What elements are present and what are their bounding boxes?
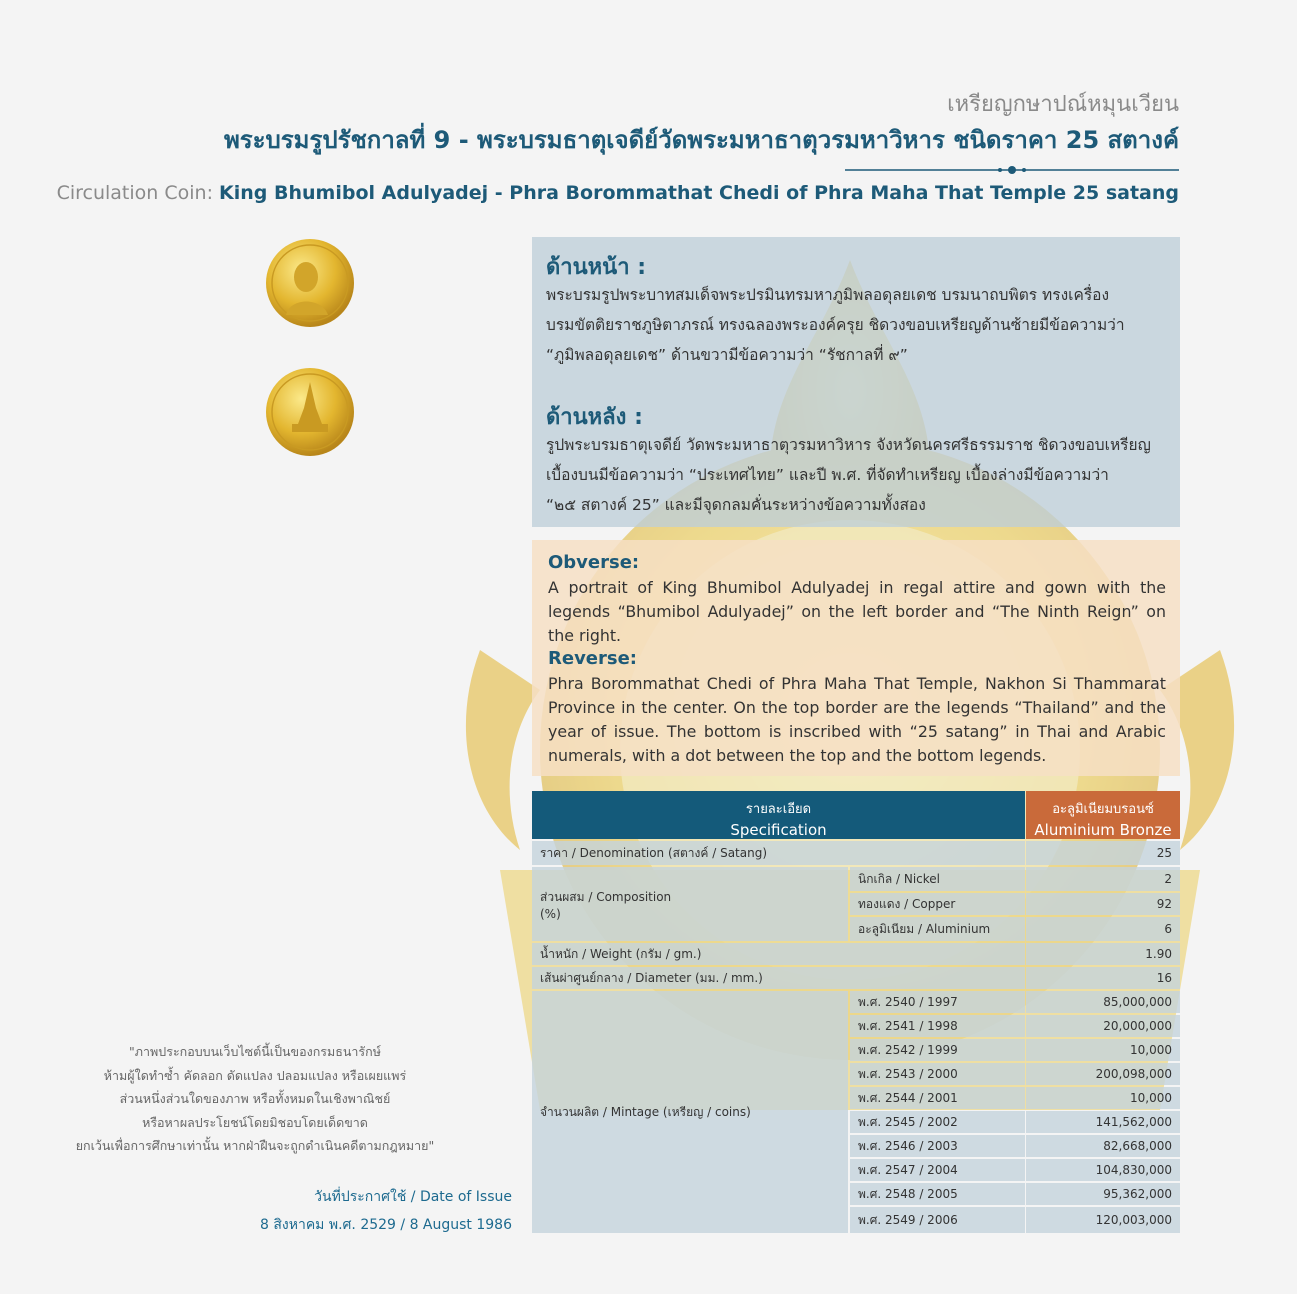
weight-value: 1.90 [1026,943,1180,965]
composition-aluminium-value: 6 [1026,917,1180,941]
date-of-issue-value: 8 สิงหาคม พ.ศ. 2529 / 8 August 1986 [259,1217,512,1233]
obverse-coin-image [264,237,356,329]
mintage-year: พ.ศ. 2546 / 2003 [850,1135,1025,1157]
date-of-issue-label: วันที่ประกาศใช้ / Date of Issue [314,1189,512,1205]
mintage-value: 82,668,000 [1026,1135,1180,1157]
material-header-english: Aluminium Bronze [1034,821,1172,839]
copyright-disclaimer [40,1040,470,1158]
mintage-year: พ.ศ. 2542 / 1999 [850,1039,1025,1061]
thai-reverse-line: รูปพระบรมธาตุเจดีย์ วัดพระมหาธาตุวรมหาวิหาร จังหวัดนครศรีธรรมราช ชิดวงขอบเหรียญ [546,436,1151,454]
spec-header-thai: รายละเอียด [745,802,812,817]
diameter-label: เส้นผ่าศูนย์กลาง / Diameter (มม. / mm.) [532,967,1025,989]
thai-reverse-line: “๒๕ สตางค์ 25” และมีจุดกลมคั่นระหว่างข้อความทั้งสอง [546,496,926,514]
material-header-thai: อะลูมิเนียมบรอนซ์ [1052,802,1154,817]
obverse-heading: Obverse: [548,552,640,573]
mintage-value: 85,000,000 [1026,991,1180,1013]
thai-obverse-text [546,280,1166,370]
spec-header-english: Specification [730,821,827,839]
composition-copper-label: ทองแดง / Copper [850,893,1025,915]
title-ornament [845,162,1179,178]
denomination-value: 25 [1026,841,1180,865]
weight-label: น้ำหนัก / Weight (กรัม / gm.) [532,943,1025,965]
thai-obverse-heading: ด้านหน้า : [546,255,647,280]
mintage-value: 95,362,000 [1026,1183,1180,1205]
thai-obverse-line: “ภูมิพลอดุลยเดช” ด้านขวามีข้อความว่า “รัชกาลที่ ๙” [546,346,908,364]
mintage-year: พ.ศ. 2549 / 2006 [850,1207,1025,1233]
mintage-value: 120,003,000 [1026,1207,1180,1233]
composition-label-line: ส่วนผสม / Composition [540,889,672,904]
thai-reverse-text [546,430,1166,520]
mintage-value: 200,098,000 [1026,1063,1180,1085]
thai-obverse-line: พระบรมรูปพระบาทสมเด็จพระปรมินทรมหาภูมิพลอดุลยเดช บรมนาถบพิตร ทรงเครื่อง [546,286,1110,304]
mintage-value: 104,830,000 [1026,1159,1180,1181]
reverse-text: Phra Borommathat Chedi of Phra Maha That Temple, Nakhon Si Thammarat Province in the center. On the top border are the legends “Thailand” and the year of issue. The bottom is inscribed with “25 satang” in Thai and Arabic numerals, with a dot between the top and the bottom legends. [548,674,1166,765]
material-header [1026,791,1180,839]
disclaimer-line: หรือหาผลประโยชน์โดยมิชอบโดยเด็ดขาด [142,1114,368,1130]
composition-label-line: (%) [540,906,561,921]
thai-description-box [532,237,1180,527]
title-label: Circulation Coin: [56,182,213,204]
composition-label [532,867,848,941]
composition-aluminium-label: อะลูมิเนียม / Aluminium [850,917,1025,941]
header-category: เหรียญกษาปณ์หมุนเวียน [947,92,1179,117]
mintage-year: พ.ศ. 2543 / 2000 [850,1063,1025,1085]
denomination-label: ราคา / Denomination (สตางค์ / Satang) [532,841,1025,865]
mintage-year: พ.ศ. 2541 / 1998 [850,1015,1025,1037]
title-value: King Bhumibol Adulyadej - Phra Borommathat Chedi of Phra Maha That Temple 25 satang [219,182,1179,204]
reverse-heading: Reverse: [548,648,638,669]
composition-nickel-label: นิกเกิล / Nickel [850,867,1025,891]
mintage-year: พ.ศ. 2547 / 2004 [850,1159,1025,1181]
english-description-box [532,540,1180,776]
reverse-coin-image [264,366,356,458]
thai-reverse-heading: ด้านหลัง : [546,405,643,430]
spec-header [532,791,1025,839]
disclaimer-line: ห้ามผู้ใดทำซ้ำ คัดลอก ดัดแปลง ปลอมแปลง หรือเผยแพร่ [103,1067,407,1083]
mintage-label: จำนวนผลิต / Mintage (เหรียญ / coins) [532,991,848,1233]
mintage-value: 10,000 [1026,1087,1180,1109]
mintage-value: 10,000 [1026,1039,1180,1061]
page-title-thai: พระบรมรูปรัชกาลที่ 9 - พระบรมธาตุเจดีย์วัดพระมหาธาตุวรมหาวิหาร ชนิดราคา 25 สตางค์ [223,126,1179,154]
disclaimer-line: ส่วนหนึ่งส่วนใดของภาพ หรือทั้งหมดในเชิงพาณิชย์ [119,1091,391,1106]
mintage-year: พ.ศ. 2540 / 1997 [850,991,1025,1013]
mintage-year: พ.ศ. 2548 / 2005 [850,1183,1025,1205]
diameter-value: 16 [1026,967,1180,989]
mintage-value: 20,000,000 [1026,1015,1180,1037]
obverse-text: A portrait of King Bhumibol Adulyadej in regal attire and gown with the legends “Bhumibol Adulyadej” on the left border and “The Ninth Reign” on the right. [548,578,1166,645]
disclaimer-line: ยกเว้นเพื่อการศึกษาเท่านั้น หากฝ่าฝืนจะถูกดำเนินคดีตามกฎหมาย" [75,1138,435,1153]
page-title-english [57,182,1179,204]
composition-nickel-value: 2 [1026,867,1180,891]
mintage-value: 141,562,000 [1026,1111,1180,1133]
mintage-year: พ.ศ. 2544 / 2001 [850,1087,1025,1109]
mintage-year: พ.ศ. 2545 / 2002 [850,1111,1025,1133]
composition-copper-value: 92 [1026,893,1180,915]
thai-reverse-line: เบื้องบนมีข้อความว่า “ประเทศไทย” และปี พ.ศ. ที่จัดทำเหรียญ เบื้องล่างมีข้อความว่า [546,466,1109,484]
disclaimer-line: "ภาพประกอบบนเว็บไซต์นี้เป็นของกรมธนารักษ์ [129,1044,381,1059]
thai-obverse-line: บรมขัตติยราชภูษิตาภรณ์ ทรงฉลองพระองค์ครุย ชิดวงขอบเหรียญด้านซ้ายมีข้อความว่า [546,316,1125,334]
